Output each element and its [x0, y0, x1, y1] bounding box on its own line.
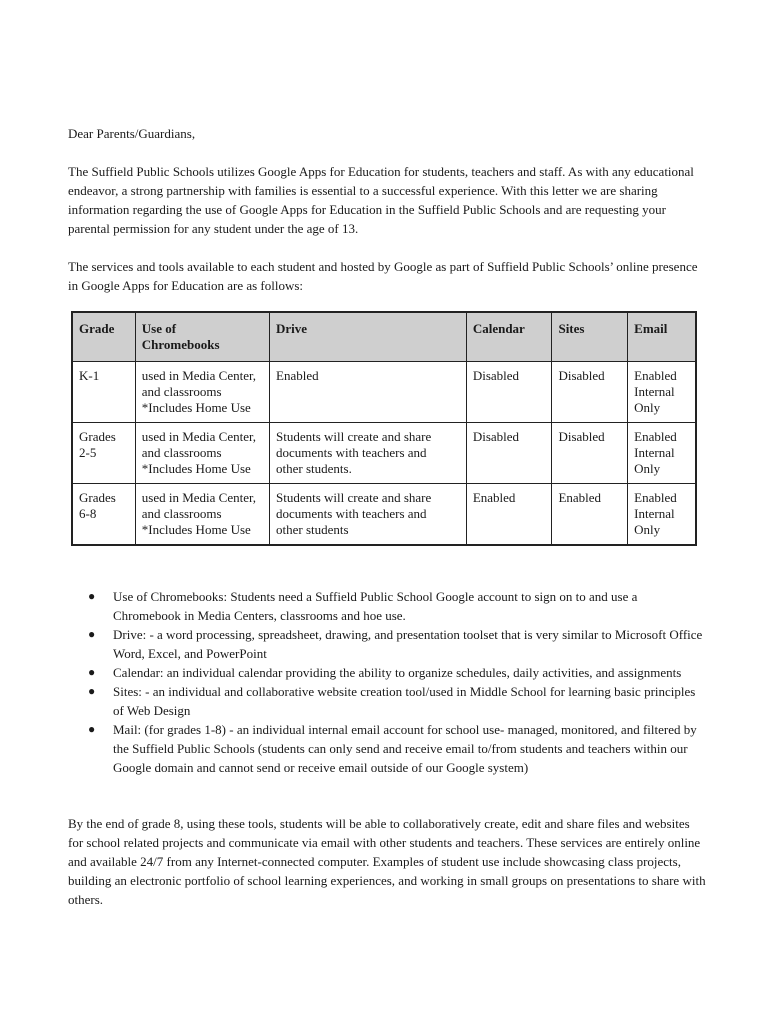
list-item	[68, 587, 708, 625]
services-table	[71, 311, 697, 546]
cell-chromebooks: used in Media Center, and classrooms *Includes Home Use	[135, 362, 269, 423]
bullet-text: Use of Chromebooks: Students need a Suffield Public School Google account to sign on to and use a Chromebook in Media Centers, classrooms and hoe use.	[113, 589, 638, 623]
bullet-icon: ●	[88, 665, 96, 679]
cell-sites: Disabled	[552, 423, 628, 484]
cell-sites: Enabled	[552, 484, 628, 546]
services-intro-paragraph: The services and tools available to each student and hosted by Google as part of Suffield Public Schools’ online presence in Google Apps for Education are as follows:	[68, 259, 698, 293]
cell-chromebooks: used in Media Center, and classrooms *Includes Home Use	[135, 484, 269, 546]
cell-calendar: Disabled	[466, 362, 552, 423]
bullet-text: Mail: (for grades 1-8) - an individual internal email account for school use- managed, monitored, and filtered by the Suffield Public Schools (students can only send and receive email to/from students and teachers within our Google domain and cannot send or receive email outside of our Google system)	[113, 722, 697, 775]
closing-paragraph: By the end of grade 8, using these tools, students will be able to collaboratively create, edit and share files and websites for school related projects and communicate via email with other students and teachers. These services are entirely online and available 24/7 from any Internet-connected computer. Examples of student use include showcasing class projects, building an electronic portfolio of school learning experiences, and working in small groups on presentations to share with others.	[68, 816, 706, 907]
header-sites: Sites	[552, 312, 628, 362]
table-row	[72, 484, 696, 546]
cell-calendar: Enabled	[466, 484, 552, 546]
cell-email: Enabled Internal Only	[628, 362, 696, 423]
cell-drive: Students will create and share documents with teachers and other students.	[270, 423, 467, 484]
bullet-text: Drive: - a word processing, spreadsheet, drawing, and presentation toolset that is very similar to Microsoft Office Word, Excel, and PowerPoint	[113, 627, 703, 661]
table-header-row	[72, 312, 696, 362]
list-item	[68, 663, 708, 682]
cell-email: Enabled Internal Only	[628, 423, 696, 484]
cell-calendar: Disabled	[466, 423, 552, 484]
services-bullet-list	[68, 587, 708, 777]
cell-chromebooks: used in Media Center, and classrooms *Includes Home Use	[135, 423, 269, 484]
table-row	[72, 362, 696, 423]
bullet-text: Calendar: an individual calendar providing the ability to organize schedules, daily activities, and assignments	[113, 665, 682, 680]
bullet-icon: ●	[88, 627, 96, 641]
table-row	[72, 423, 696, 484]
bullet-icon: ●	[88, 589, 96, 603]
header-email: Email	[628, 312, 696, 362]
intro-paragraph: The Suffield Public Schools utilizes Google Apps for Education for students, teachers and staff. As with any educational endeavor, a strong partnership with families is essential to a successful experience. With this letter we are sharing information regarding the use of Google Apps for Education in the Suffield Public Schools and are requesting your parental permission for any student under the age of 13.	[68, 164, 694, 236]
header-grade: Grade	[72, 312, 135, 362]
list-item	[68, 720, 708, 777]
header-drive: Drive	[270, 312, 467, 362]
cell-drive: Students will create and share documents with teachers and other students	[270, 484, 467, 546]
bullet-text: Sites: - an individual and collaborative website creation tool/used in Middle School for learning basic principles of Web Design	[113, 684, 696, 718]
cell-grade: Grades 2-5	[72, 423, 135, 484]
cell-sites: Disabled	[552, 362, 628, 423]
list-item	[68, 625, 708, 663]
cell-email: Enabled Internal Only	[628, 484, 696, 546]
header-calendar: Calendar	[466, 312, 552, 362]
cell-grade: K-1	[72, 362, 135, 423]
bullet-icon: ●	[88, 684, 96, 698]
cell-drive: Enabled	[270, 362, 467, 423]
header-chromebooks: Use of Chromebooks	[135, 312, 269, 362]
greeting: Dear Parents/Guardians,	[68, 126, 196, 141]
bullet-icon: ●	[88, 722, 96, 736]
list-item	[68, 682, 708, 720]
cell-grade: Grades 6-8	[72, 484, 135, 546]
